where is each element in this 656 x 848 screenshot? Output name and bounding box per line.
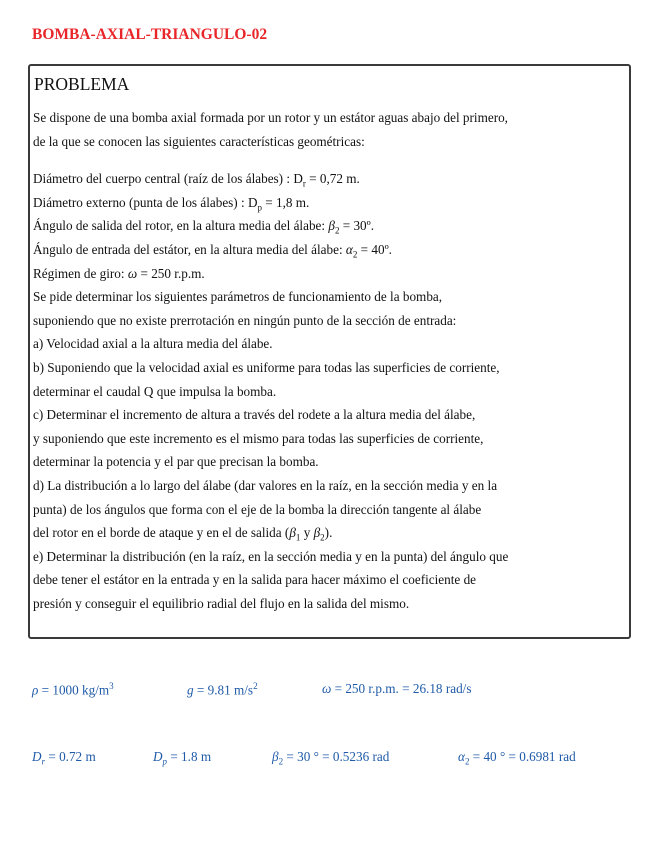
problem-box: [28, 64, 631, 639]
density-value: ρ = 1000 $kg/m^3$: [32, 681, 114, 698]
question-line: e) Determinar la distribución (en la raíz, en la sección media y en la punta) del ángulo que: [33, 548, 509, 564]
question-line: a) Velocidad axial a la altura media del álabe.: [33, 336, 273, 352]
question-line: determinar el caudal Q que impulsa la bomba.: [33, 383, 277, 399]
problem-heading: PROBLEMA: [34, 74, 130, 94]
data-line: Diámetro del cuerpo central (raíz de los álabes) : $D_r = 0,72$ m.: [33, 171, 360, 189]
beta2-value: $\beta_2 = 30$ ° = 0.5236 rad: [272, 749, 390, 767]
document-title: BOMBA-AXIAL-TRIANGULO-02: [32, 26, 268, 43]
intro-line: de la que se conocen las siguientes características geométricas:: [33, 133, 365, 149]
data-line: Ángulo de entrada del estátor, en la altura media del álabe: $\alpha_2$ = 40º.: [33, 241, 392, 260]
gravity-value: g = 9.81 $m/s^2$: [187, 681, 258, 698]
question-line: punta) de los ángulos que forma con el eje de la bomba la dirección tangente al álabe: [33, 501, 482, 517]
tip-diameter-value: $D_p = 1.8$ m: [153, 749, 212, 767]
intro-line: Se dispone de una bomba axial formada por un rotor y un estátor aguas abajo del primero,: [33, 110, 508, 125]
question-line: determinar la potencia y el par que precisan la bomba.: [33, 454, 319, 470]
rotation-speed-value: ω = 250 r.p.m. = 26.18 rad/s: [322, 681, 472, 696]
data-line: Diámetro externo (punta de los álabes) : $D_p = 1,8$ m.: [33, 194, 310, 213]
question-line: y suponiendo que este incremento es el mismo para todas las superficies de corriente,: [33, 430, 484, 446]
question-line: b) Suponiendo que la velocidad axial es uniforme para todas las superficies de corriente,: [33, 359, 500, 375]
problem-text: [33, 106, 625, 615]
question-line: d) La distribución a lo largo del álabe (dar valores en la raíz, en la sección media y en la: [33, 477, 498, 493]
alpha2-value: $\alpha_2 = 40$ ° = 0.6981 rad: [458, 749, 576, 767]
question-line: presión y conseguir el equilibrio radial del flujo en la salida del mismo.: [33, 595, 410, 611]
data-line: Ángulo de salida del rotor, en la altura media del álabe: $\beta_2$ = 30º.: [33, 218, 375, 237]
question-line: c) Determinar el incremento de altura a través del rodete a la altura media del álabe,: [33, 407, 476, 423]
root-diameter-value: $D_r = 0.72$ m: [32, 749, 96, 767]
question-line: del rotor en el borde de ataque y en el de salida ($\beta_1$ y $\beta_2$).: [33, 525, 333, 543]
question-line: debe tener el estátor en la entrada y en la salida para hacer máximo el coeficiente de: [33, 572, 477, 588]
question-line: suponiendo que no existe prerrotación en ningún punto de la sección de entrada:: [33, 312, 457, 328]
data-line: Régimen de giro: ω = 250 r.p.m.: [33, 265, 205, 281]
question-line: Se pide determinar los siguientes parámetros de funcionamiento de la bomba,: [33, 289, 443, 305]
